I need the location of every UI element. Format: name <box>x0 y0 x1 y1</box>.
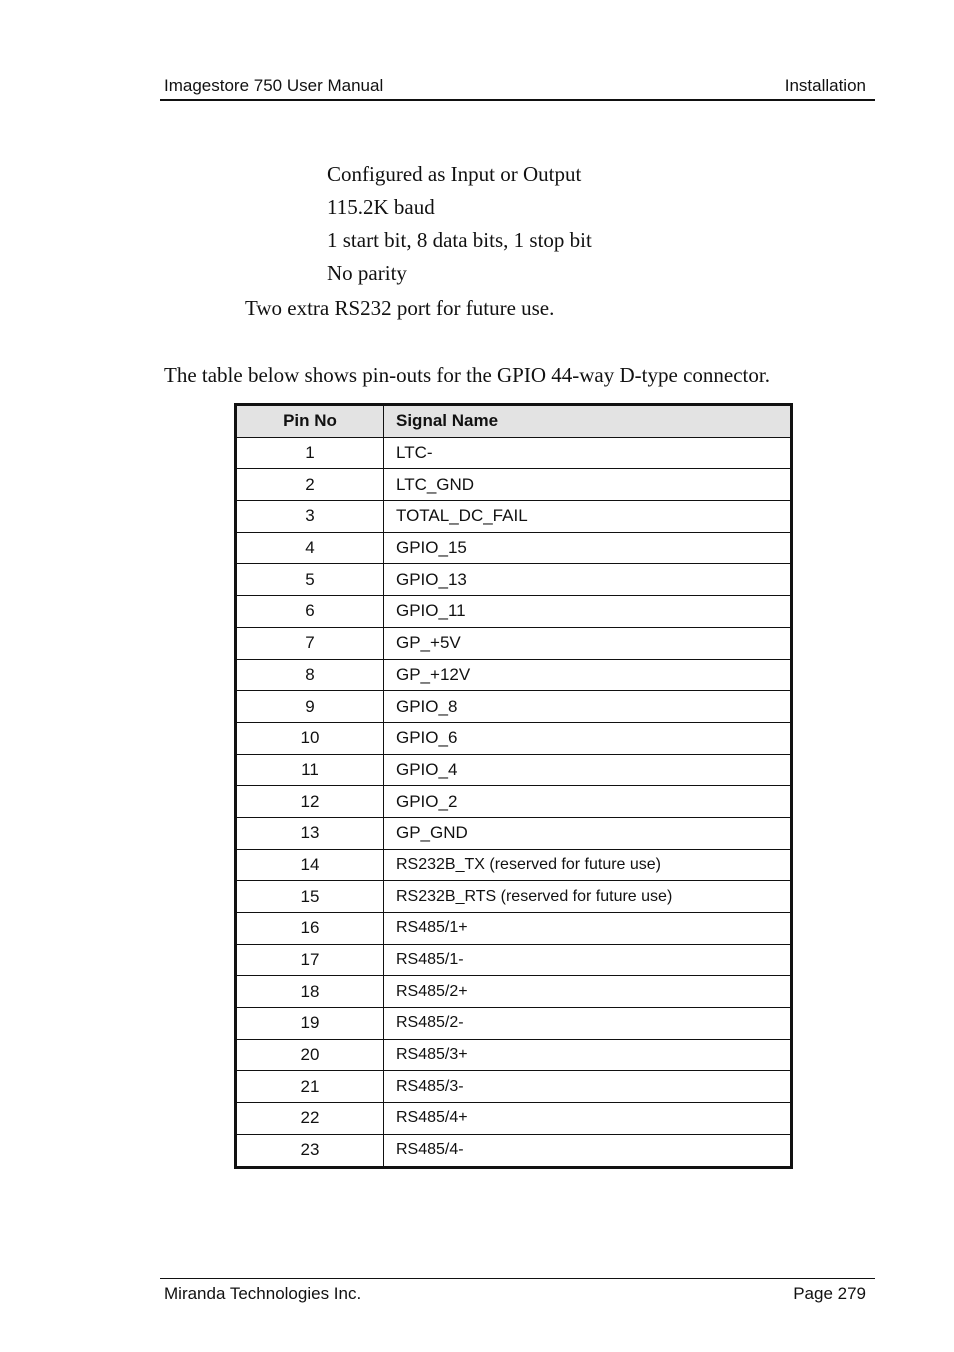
pin-number: 5 <box>236 564 384 596</box>
pin-number: 6 <box>236 596 384 628</box>
signal-name: RS485/1- <box>384 944 792 976</box>
signal-name: TOTAL_DC_FAIL <box>384 501 792 533</box>
signal-name: GPIO_2 <box>384 786 792 818</box>
pin-number: 8 <box>236 659 384 691</box>
signal-name: RS232B_TX (reserved for future use) <box>384 849 792 881</box>
table-row <box>236 722 792 754</box>
table-row <box>236 1103 792 1135</box>
pin-number: 13 <box>236 817 384 849</box>
gpio-pinout-table <box>234 403 793 1169</box>
table-row <box>236 913 792 945</box>
pin-number: 10 <box>236 722 384 754</box>
table-row <box>236 881 792 913</box>
table-row <box>236 786 792 818</box>
pin-number: 15 <box>236 881 384 913</box>
page-footer <box>160 1278 875 1309</box>
signal-name: GP_GND <box>384 817 792 849</box>
table-row <box>236 1134 792 1167</box>
table-row <box>236 944 792 976</box>
section-title: Installation <box>784 76 866 95</box>
pin-number: 11 <box>236 754 384 786</box>
table-row <box>236 1039 792 1071</box>
pin-number: 7 <box>236 627 384 659</box>
pin-number: 20 <box>236 1039 384 1071</box>
table-row <box>236 437 792 469</box>
table-row <box>236 817 792 849</box>
signal-name: RS232B_RTS (reserved for future use) <box>384 881 792 913</box>
table-row <box>236 469 792 501</box>
signal-name: RS485/2- <box>384 1008 792 1040</box>
pin-number: 19 <box>236 1008 384 1040</box>
signal-name: GPIO_6 <box>384 722 792 754</box>
signal-name: RS485/3+ <box>384 1039 792 1071</box>
pin-number: 9 <box>236 691 384 723</box>
table-row <box>236 627 792 659</box>
table-row <box>236 691 792 723</box>
signal-name: RS485/1+ <box>384 913 792 945</box>
column-header-signal: Signal Name <box>384 405 792 438</box>
extra-port-note: Two extra RS232 port for future use. <box>245 296 555 320</box>
signal-name: GPIO_8 <box>384 691 792 723</box>
pin-number: 12 <box>236 786 384 818</box>
pin-number: 16 <box>236 913 384 945</box>
signal-name: RS485/2+ <box>384 976 792 1008</box>
signal-name: GP_+5V <box>384 627 792 659</box>
table-row <box>236 1008 792 1040</box>
pin-number: 4 <box>236 532 384 564</box>
pin-number: 23 <box>236 1134 384 1167</box>
pin-number: 2 <box>236 469 384 501</box>
table-row <box>236 532 792 564</box>
config-line: No parity <box>327 261 407 285</box>
signal-name: GPIO_11 <box>384 596 792 628</box>
signal-name: GPIO_4 <box>384 754 792 786</box>
table-row <box>236 659 792 691</box>
signal-name: GP_+12V <box>384 659 792 691</box>
page-header <box>160 76 875 101</box>
config-line: 115.2K baud <box>327 195 435 219</box>
signal-name: GPIO_13 <box>384 564 792 596</box>
manual-title: Imagestore 750 User Manual <box>164 76 384 95</box>
table-row <box>236 754 792 786</box>
page-number: Page 279 <box>793 1284 866 1303</box>
signal-name: LTC- <box>384 437 792 469</box>
config-line: Configured as Input or Output <box>327 162 582 186</box>
pin-number: 1 <box>236 437 384 469</box>
config-line: 1 start bit, 8 data bits, 1 stop bit <box>327 228 592 252</box>
column-header-pin: Pin No <box>236 405 384 438</box>
table-row <box>236 564 792 596</box>
pin-number: 21 <box>236 1071 384 1103</box>
signal-name: GPIO_15 <box>384 532 792 564</box>
pin-number: 3 <box>236 501 384 533</box>
table-row <box>236 849 792 881</box>
table-row <box>236 1071 792 1103</box>
company-name: Miranda Technologies Inc. <box>164 1284 362 1303</box>
table-row <box>236 501 792 533</box>
table-row <box>236 596 792 628</box>
pin-number: 14 <box>236 849 384 881</box>
table-intro: The table below shows pin-outs for the GPIO 44-way D-type connector. <box>164 363 770 387</box>
signal-name: RS485/4- <box>384 1134 792 1167</box>
signal-name: RS485/3- <box>384 1071 792 1103</box>
signal-name: LTC_GND <box>384 469 792 501</box>
table-row <box>236 976 792 1008</box>
table-header-row <box>236 405 792 438</box>
pin-number: 22 <box>236 1103 384 1135</box>
signal-name: RS485/4+ <box>384 1103 792 1135</box>
pin-number: 17 <box>236 944 384 976</box>
pin-number: 18 <box>236 976 384 1008</box>
